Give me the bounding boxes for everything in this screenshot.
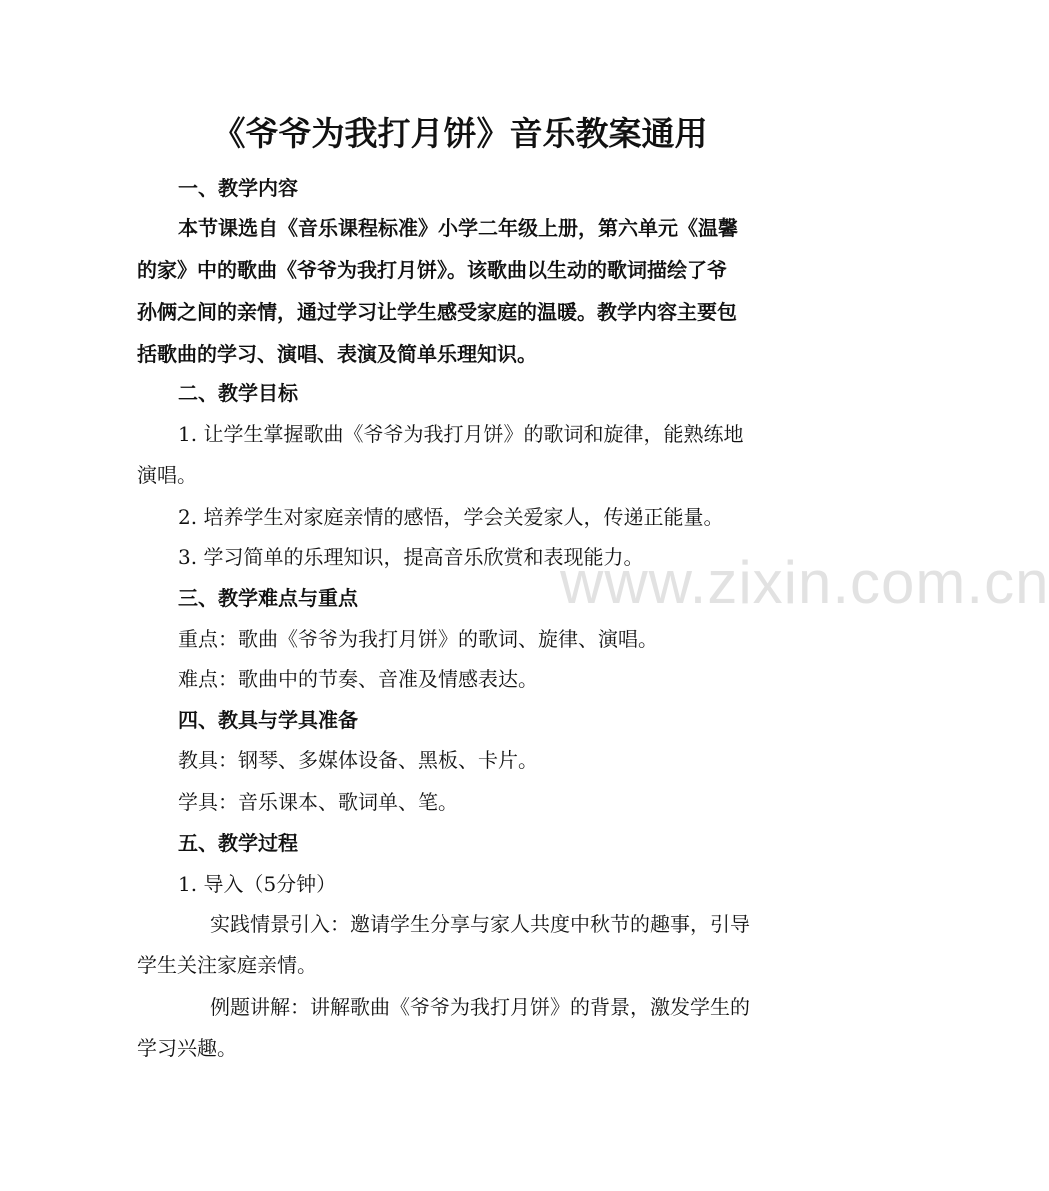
document-title: 《爷爷为我打月饼》音乐教案通用 <box>212 114 708 153</box>
paragraph-line: 本节课选自《音乐课程标准》小学二年级上册，第六单元《温馨 <box>178 216 738 240</box>
process-detail-line: 例题讲解：讲解歌曲《爷爷为我打月饼》的背景，激发学生的 <box>210 995 750 1019</box>
section-heading-process: 五、教学过程 <box>178 831 298 855</box>
key-point-line: 重点：歌曲《爷爷为我打月饼》的歌词、旋律、演唱。 <box>178 627 658 651</box>
paragraph-line: 孙俩之间的亲情，通过学习让学生感受家庭的温暖。教学内容主要包 <box>137 300 737 324</box>
student-tools-line: 学具：音乐课本、歌词单、笔。 <box>178 790 458 814</box>
difficulty-line: 难点：歌曲中的节奏、音准及情感表达。 <box>178 667 538 691</box>
section-heading-content: 一、教学内容 <box>178 176 298 200</box>
watermark: www.zixin.com.cn <box>560 549 1049 616</box>
section-heading-materials: 四、教具与学具准备 <box>178 708 358 732</box>
paragraph-line: 括歌曲的学习、演唱、表演及简单乐理知识。 <box>137 342 537 366</box>
process-detail-line: 实践情景引入：邀请学生分享与家人共度中秋节的趣事，引导 <box>210 912 750 936</box>
list-item-line: 2. 培养学生对家庭亲情的感悟，学会关爱家人，传递正能量。 <box>178 505 724 529</box>
process-detail-line: 学习兴趣。 <box>137 1036 237 1060</box>
list-item-line: 3. 学习简单的乐理知识，提高音乐欣赏和表现能力。 <box>178 545 644 569</box>
list-item-line: 演唱。 <box>137 463 197 487</box>
process-step-line: 1. 导入（5分钟） <box>178 872 337 896</box>
section-heading-difficulty: 三、教学难点与重点 <box>178 586 358 610</box>
teacher-tools-line: 教具：钢琴、多媒体设备、黑板、卡片。 <box>178 748 538 772</box>
section-heading-goals: 二、教学目标 <box>178 381 298 405</box>
paragraph-line: 的家》中的歌曲《爷爷为我打月饼》。该歌曲以生动的歌词描绘了爷 <box>137 258 727 282</box>
list-item-line: 1. 让学生掌握歌曲《爷爷为我打月饼》的歌词和旋律，能熟练地 <box>178 422 744 446</box>
process-detail-line: 学生关注家庭亲情。 <box>137 953 317 977</box>
